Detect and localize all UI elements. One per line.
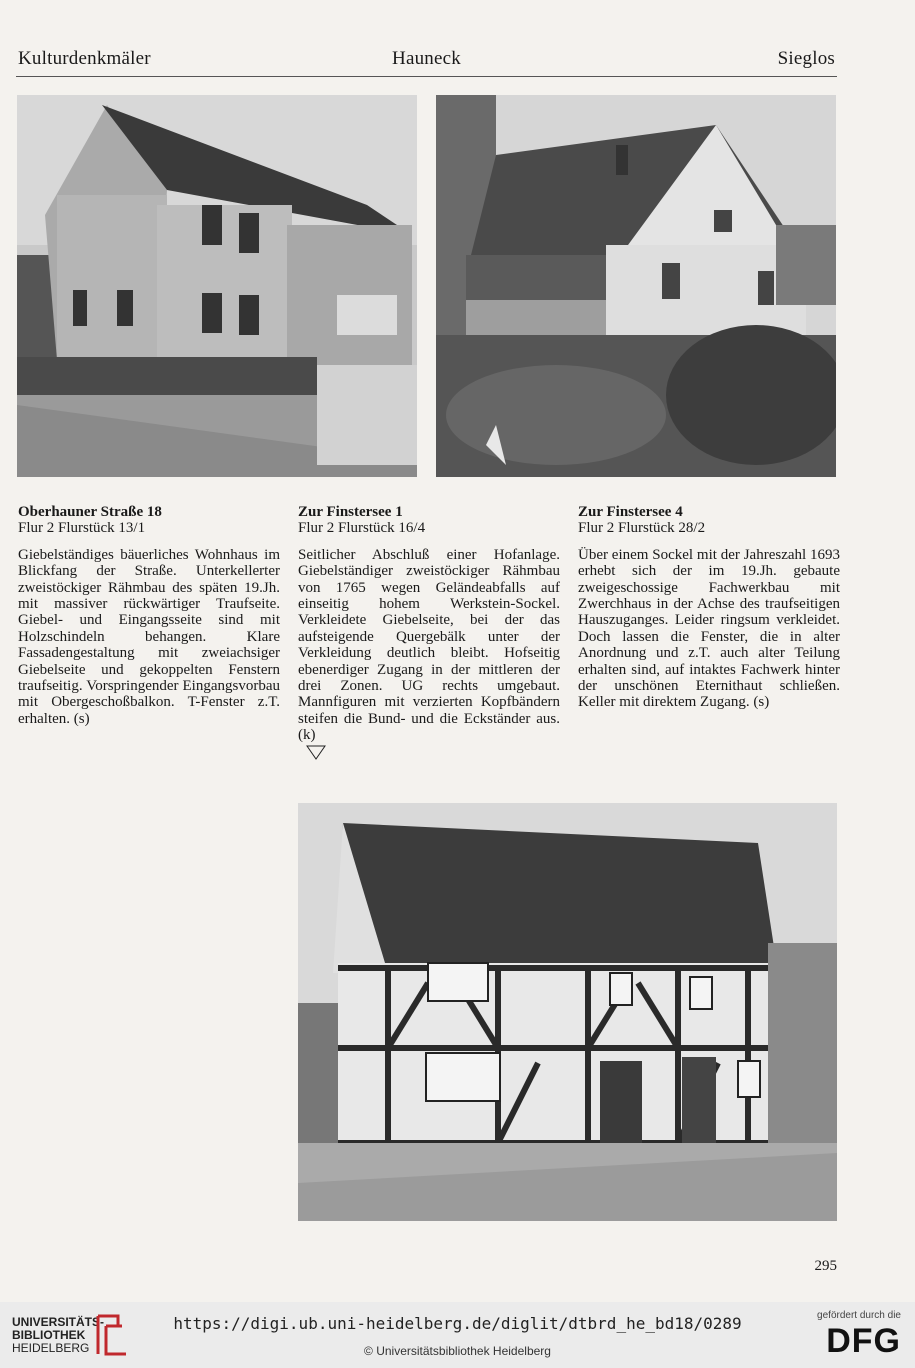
entry-parcel: Flur 2 Flurstück 13/1 — [18, 520, 146, 537]
running-header-right: Sieglos — [777, 48, 835, 69]
photo-zur-finstersee-4 — [436, 95, 836, 477]
triangle-down-icon — [306, 745, 326, 761]
entry-oberhauner-strasse-18 — [18, 504, 280, 727]
funding-note: gefördert durch die — [817, 1310, 901, 1321]
footer-bar — [0, 1302, 915, 1368]
header-rule — [16, 76, 837, 77]
page-number: 295 — [814, 1258, 837, 1274]
library-name-line3: HEIDELBERG — [12, 1341, 90, 1355]
library-name-line1: UNIVERSITÄTS- — [12, 1315, 105, 1329]
entry-zur-finstersee-4 — [578, 504, 840, 711]
permalink-url[interactable]: https://digi.ub.uni-heidelberg.de/diglit/dtbrd_he_bd18/0289 — [173, 1314, 742, 1333]
entry-title: Zur Finstersee 1 — [298, 504, 403, 520]
library-name-line2: BIBLIOTHEK — [12, 1328, 86, 1342]
entry-description: Über einem Sockel mit der Jahreszahl 1693 erhebt sich der im 19.Jh. gebaute zweigeschossige Fachwerkbau mit Zwerchhaus in der Achse des traufseitigen Hauszuganges. Leider ringsum verkleidet. Doch lassen die Fenster, die in alter Anordnung und z.T. auch alter Teilung erhalten sind, auf intaktes Fachwerk hinter der unschönen Eternithaut schließen. Keller mit direktem Zugang. (s) — [578, 546, 840, 711]
entry-parcel: Flur 2 Flurstück 16/4 — [298, 520, 426, 537]
running-header-center: Hauneck — [392, 48, 461, 69]
entry-parcel: Flur 2 Flurstück 28/2 — [578, 520, 706, 537]
copyright-notice: © Universitätsbibliothek Heidelberg — [364, 1344, 551, 1358]
entry-zur-finstersee-1 — [298, 504, 560, 744]
entry-description: Seitlicher Abschluß einer Hofanlage. Giebelständiger zweistöckiger Rähmbau von 1765 wegen Geländeabfalls auf einseitig hohem Werkstein-Sockel. Verkleidete Giebelseite, bei der das aufsteigende Quergebälk unter der Verkleidung deutlich bleibt. Hofseitig ebenerdiger Zugang in der mittleren der drei Zonen. UG rechts umgebaut. Mannfiguren mit verzierten Kopfbändern steifen die Bund- und die Eckständer aus. (k) — [298, 546, 560, 744]
photo-zur-finstersee-1 — [298, 803, 837, 1221]
entry-title: Zur Finstersee 4 — [578, 504, 683, 520]
entry-description: Giebelständiges bäuerliches Wohnhaus im Blickfang der Straße. Unterkellerter zweistöckiger Rähmbau des späten 19.Jh. mit massiver rückwärtiger Traufseite. Giebel- und Eingangsseite sind mit Holzschindeln behangen. Klare Fassadengestaltung mit zweiachsiger Giebelseite und gekoppelten Fenstern traufseitig. Vorspringender Eingangsvorbau mit Obergeschoßbalkon. T-Fenster z.T. erhalten. (s) — [18, 546, 280, 727]
dfg-logo[interactable]: DFG — [826, 1322, 901, 1360]
photo-oberhauner-strasse-18 — [17, 95, 417, 477]
running-header-left: Kulturdenkmäler — [18, 48, 151, 69]
entry-title: Oberhauner Straße 18 — [18, 504, 162, 520]
